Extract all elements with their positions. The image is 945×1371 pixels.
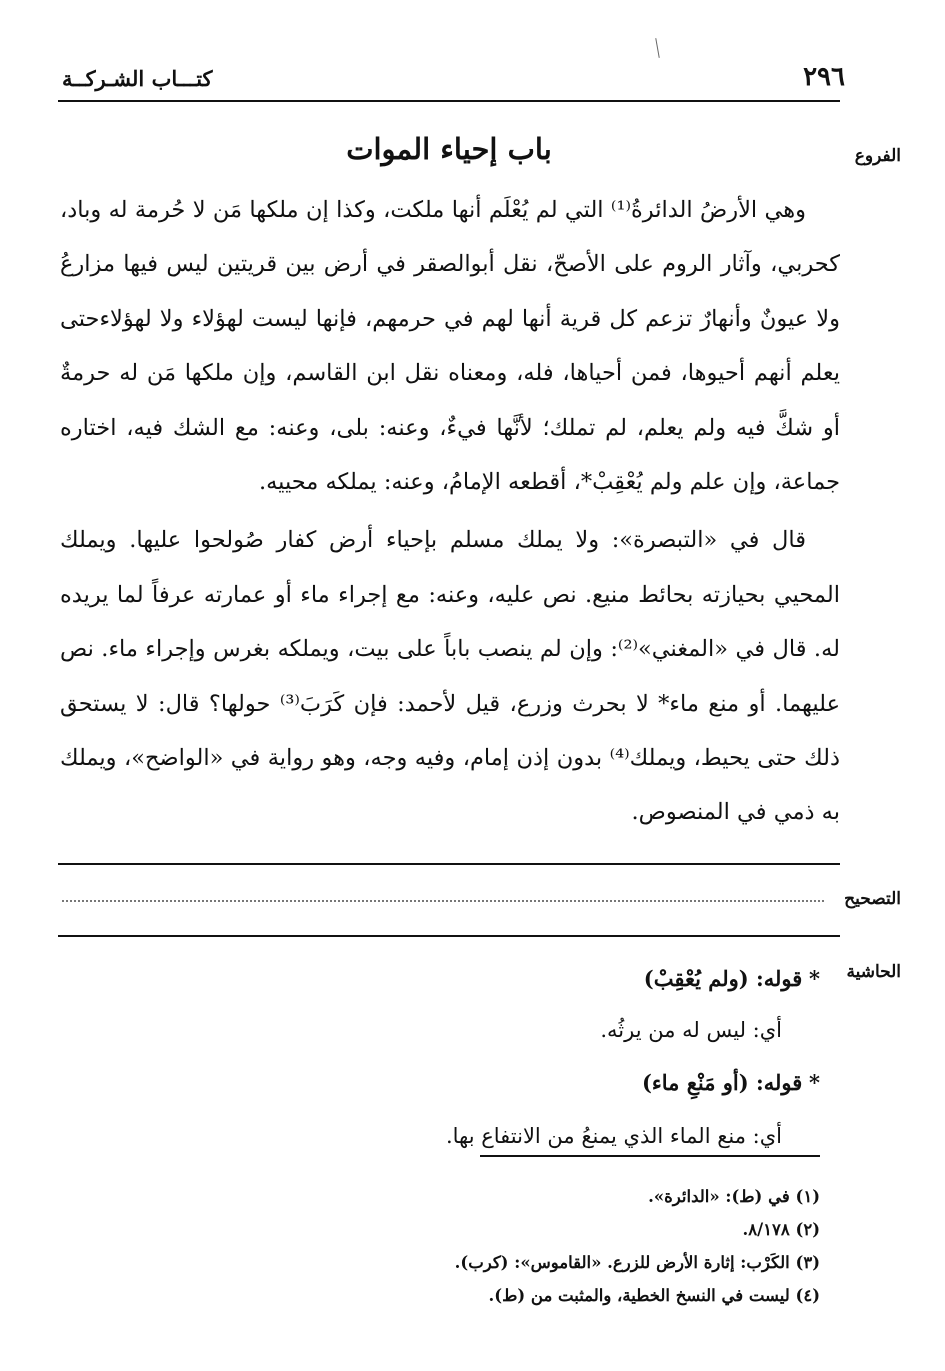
tashih-dotted-line	[62, 900, 824, 902]
hashiya-note-2-answer	[120, 1124, 820, 1148]
footnotes	[300, 1180, 820, 1312]
main-text	[60, 183, 840, 840]
hashiya-note-1-answer	[120, 1018, 820, 1042]
hashiya-quote: قوله: (أو مَنْعِ ماء)	[641, 1070, 803, 1095]
asterisk-marker: *	[809, 1070, 820, 1095]
running-header-title: كتـــاب الشـركــة	[62, 66, 213, 91]
chapter-title: باب إحياء الموات	[346, 132, 552, 166]
side-label-hashiya: الحاشية	[846, 962, 901, 982]
footnote-item: (٤) ليست في النسخ الخطية، والمثبت من (ط).	[488, 1286, 820, 1305]
footnote-item: (٣) الكَرْب: إثارة الأرض للزرع. «القاموس»: (كرب).	[454, 1253, 820, 1272]
footnote-rule	[480, 1155, 820, 1157]
asterisk-marker: *	[809, 966, 820, 991]
section-rule-bottom	[58, 935, 840, 937]
section-rule-top	[58, 863, 840, 865]
hashiya-note-2-question	[120, 1070, 820, 1095]
side-label-furu: الفروع	[854, 146, 901, 166]
footnote-item: (٢) ٨/١٧٨.	[742, 1220, 820, 1239]
header-rule	[58, 100, 840, 102]
hashiya-quote: قوله: (ولم يُعْقِبْ)	[643, 966, 803, 991]
side-label-tashih: التصحيح	[844, 889, 901, 909]
scan-mark	[655, 38, 659, 58]
footnote-item: (١) في (ط): «الدائرة».	[648, 1187, 820, 1206]
hashiya-explanation: أي: ليس له من يرثُه.	[600, 1018, 782, 1042]
paragraph-1: وهي الأرضُ الدائرةُ⁽¹⁾ التي لم يُعْلَم أنها ملكت، وكذا إن ملكها مَن لا حُرمة له وباد، كحربي، وآثار الروم على الأصحّ، نقل أبوالصقر في أرض بين قريتين ليس فيها مزارعُ ولا عيونٌ وأنهارٌ تزعم كل قرية أنها لهم في حرمهم، فإنها ليست لهؤلاء ولا لهؤلاءحتى يعلم أنهم أحيوها، فمن أحياها، فله، ومعناه نقل ابن القاسم، وإن ملكها مَن له حرمةٌ أو شكَّ فيه ولم يعلم، لم تملك؛ لأنَّها فيءٌ، وعنه: بلى، وعنه: مع الشك فيه، اختاره جماعة، وإن علم ولم يُعْقِبْ*، أقطعه الإمامُ، وعنه: يملكه محييه.	[60, 197, 840, 496]
page-number: ٢٩٦	[803, 62, 845, 92]
hashiya-note-1-question	[120, 966, 820, 991]
paragraph-2: قال في «التبصرة»: ولا يملك مسلم بإحياء أرض كفار صُولحوا عليها. ويملك المحيي بحيازته بحائط منيع. نص عليه، وعنه: مع إجراء ماء أو عمارته عرفاً لما يريده له. قال في «المغني»⁽²⁾: وإن لم ينصب باباً على بيت، ويملكه بغرس وإجراء ماء. نص عليهما. أو منع ماء* لا بحرث وزرع، قيل لأحمد: فإن كَرَبَ⁽³⁾ حولها؟ قال: لا يستحق ذلك حتى يحيط، ويملك⁽⁴⁾ بدون إذن إمام، وفيه وجه، وهو رواية في «الواضح»، ويملك به ذمي في المنصوص.	[60, 527, 840, 826]
hashiya-explanation: أي: منع الماء الذي يمنعُ من الانتفاع بها.	[445, 1124, 782, 1148]
